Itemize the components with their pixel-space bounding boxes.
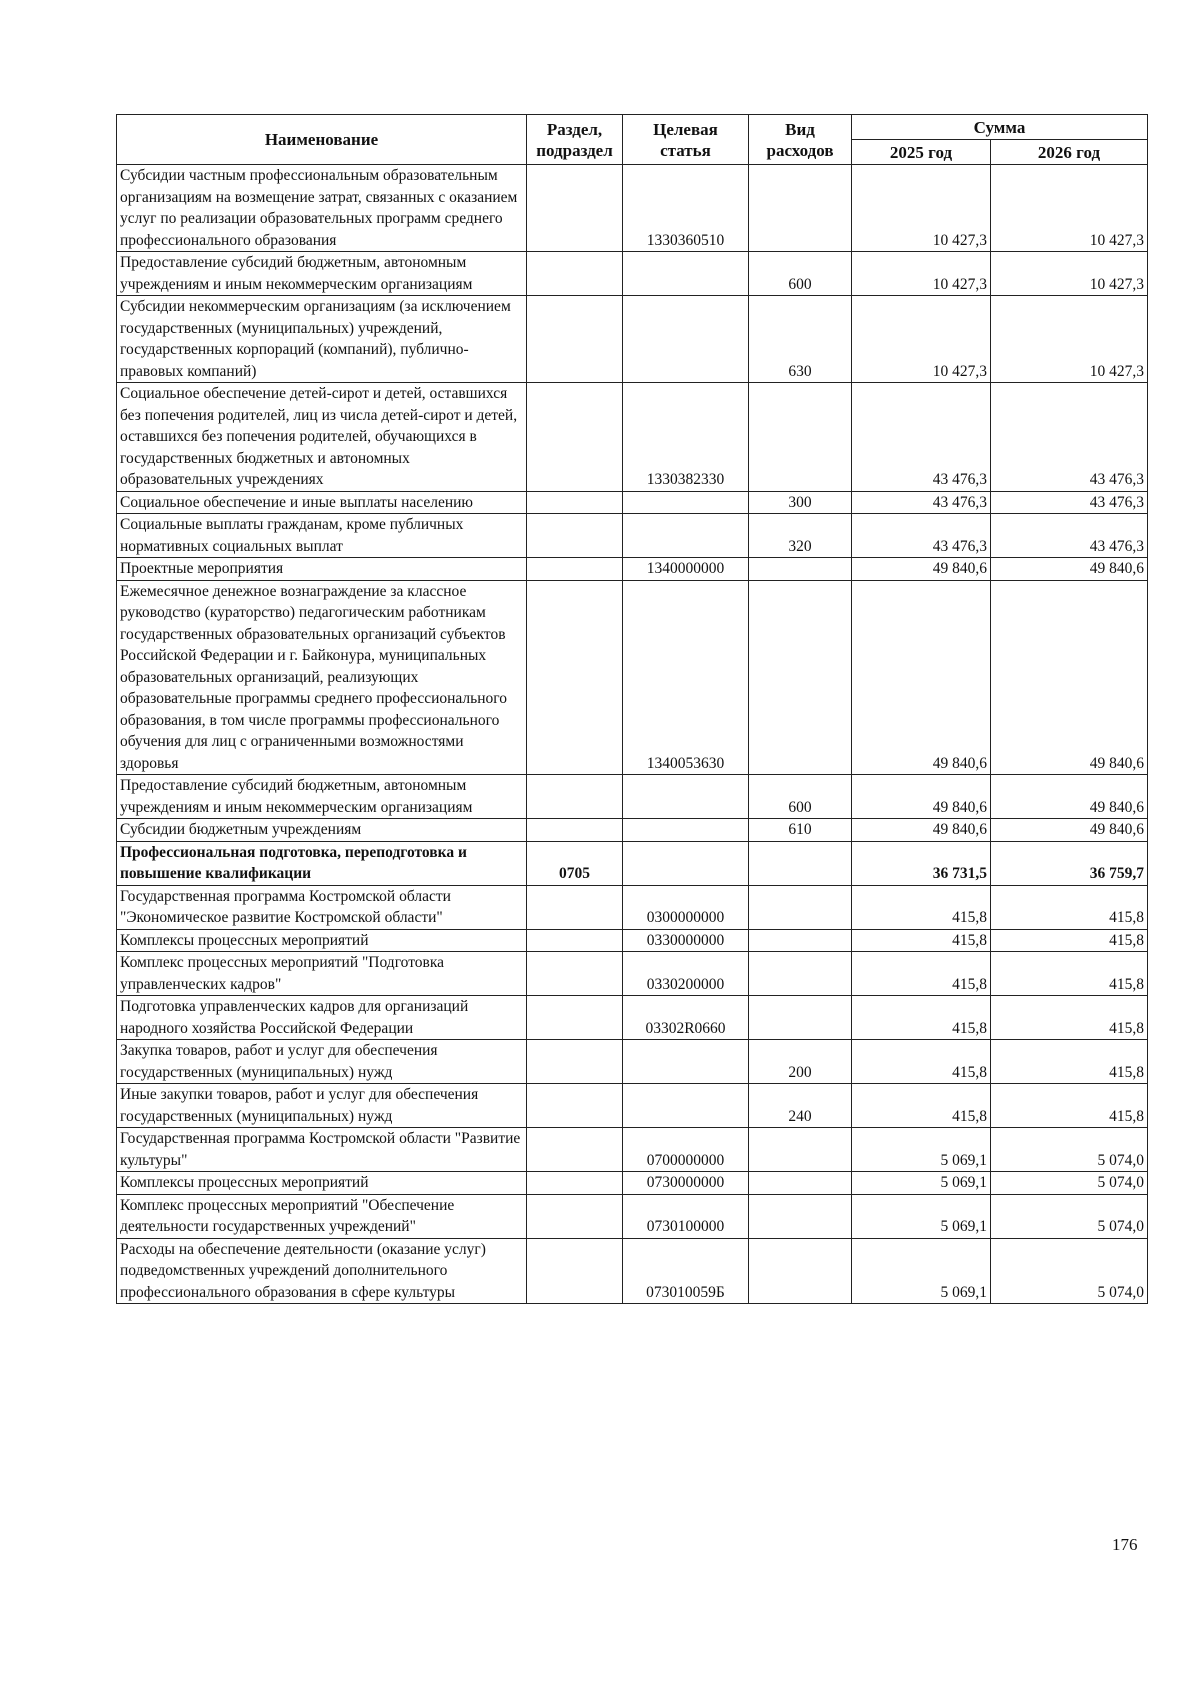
- header-year-2026: 2026 год: [991, 140, 1148, 165]
- row-amount-2025: 43 476,3: [852, 383, 991, 492]
- row-section: [527, 1040, 623, 1084]
- row-amount-2026: 10 427,3: [991, 296, 1148, 383]
- table-row: [117, 558, 1148, 581]
- row-name: Комплекс процессных мероприятий "Обеспечение деятельности государственных учреждений": [117, 1194, 527, 1238]
- table-row: [117, 1194, 1148, 1238]
- table-row: [117, 841, 1148, 885]
- row-target: 1340000000: [623, 558, 749, 581]
- row-name: Комплексы процессных мероприятий: [117, 1172, 527, 1195]
- row-section: [527, 1128, 623, 1172]
- row-amount-2026: 43 476,3: [991, 383, 1148, 492]
- row-amount-2026: 415,8: [991, 1040, 1148, 1084]
- row-section: [527, 952, 623, 996]
- row-amount-2025: 36 731,5: [852, 841, 991, 885]
- row-section: [527, 514, 623, 558]
- row-amount-2025: 10 427,3: [852, 296, 991, 383]
- row-type: 240: [749, 1084, 852, 1128]
- row-type: [749, 383, 852, 492]
- row-section: 0705: [527, 841, 623, 885]
- row-section: [527, 1172, 623, 1195]
- row-section: [527, 929, 623, 952]
- row-amount-2025: 415,8: [852, 996, 991, 1040]
- row-name: Комплекс процессных мероприятий "Подготовка управленческих кадров": [117, 952, 527, 996]
- row-type: [749, 165, 852, 252]
- row-amount-2025: 49 840,6: [852, 819, 991, 842]
- row-target: 03302R0660: [623, 996, 749, 1040]
- row-amount-2025: 43 476,3: [852, 491, 991, 514]
- row-target: 1330382330: [623, 383, 749, 492]
- row-section: [527, 383, 623, 492]
- row-section: [527, 558, 623, 581]
- row-amount-2025: 5 069,1: [852, 1194, 991, 1238]
- table-row: [117, 252, 1148, 296]
- header-year-2025: 2025 год: [852, 140, 991, 165]
- row-target: [623, 1084, 749, 1128]
- row-type: 320: [749, 514, 852, 558]
- row-name: Профессиональная подготовка, переподготовка и повышение квалификации: [117, 841, 527, 885]
- row-section: [527, 252, 623, 296]
- table-row: [117, 491, 1148, 514]
- header-name: Наименование: [117, 115, 527, 165]
- row-name: Комплексы процессных мероприятий: [117, 929, 527, 952]
- row-amount-2026: 415,8: [991, 952, 1148, 996]
- row-type: [749, 1194, 852, 1238]
- table-row: [117, 1238, 1148, 1304]
- row-amount-2025: 5 069,1: [852, 1128, 991, 1172]
- table-row: [117, 952, 1148, 996]
- row-target: 0330000000: [623, 929, 749, 952]
- row-target: 0300000000: [623, 885, 749, 929]
- row-target: [623, 296, 749, 383]
- table-row: [117, 996, 1148, 1040]
- table-row: [117, 514, 1148, 558]
- row-section: [527, 296, 623, 383]
- row-amount-2025: 49 840,6: [852, 558, 991, 581]
- row-amount-2026: 5 074,0: [991, 1128, 1148, 1172]
- row-section: [527, 775, 623, 819]
- row-target: 073010059Б: [623, 1238, 749, 1304]
- row-target: [623, 775, 749, 819]
- row-amount-2026: 10 427,3: [991, 165, 1148, 252]
- row-type: 600: [749, 775, 852, 819]
- row-type: [749, 1128, 852, 1172]
- table-row: [117, 1040, 1148, 1084]
- row-name: Подготовка управленческих кадров для организаций народного хозяйства Российской Федерации: [117, 996, 527, 1040]
- row-section: [527, 1238, 623, 1304]
- row-name: Предоставление субсидий бюджетным, автономным учреждениям и иным некоммерческим организациям: [117, 252, 527, 296]
- row-name: Государственная программа Костромской области "Экономическое развитие Костромской области": [117, 885, 527, 929]
- row-type: [749, 1238, 852, 1304]
- row-name: Субсидии бюджетным учреждениям: [117, 819, 527, 842]
- row-amount-2026: 5 074,0: [991, 1238, 1148, 1304]
- row-type: 630: [749, 296, 852, 383]
- row-section: [527, 165, 623, 252]
- row-section: [527, 885, 623, 929]
- row-target: 0330200000: [623, 952, 749, 996]
- row-amount-2025: 415,8: [852, 929, 991, 952]
- header-target: Целевая статья: [623, 115, 749, 165]
- row-target: [623, 841, 749, 885]
- table-row: [117, 296, 1148, 383]
- row-amount-2026: 5 074,0: [991, 1194, 1148, 1238]
- row-type: 600: [749, 252, 852, 296]
- table-row: [117, 383, 1148, 492]
- row-type: 610: [749, 819, 852, 842]
- row-name: Социальное обеспечение и иные выплаты населению: [117, 491, 527, 514]
- row-section: [527, 996, 623, 1040]
- row-target: [623, 252, 749, 296]
- header-sum: Сумма: [852, 115, 1148, 140]
- table-row: [117, 1128, 1148, 1172]
- row-type: [749, 929, 852, 952]
- row-section: [527, 819, 623, 842]
- row-amount-2026: 415,8: [991, 1084, 1148, 1128]
- row-name: Иные закупки товаров, работ и услуг для обеспечения государственных (муниципальных) нужд: [117, 1084, 527, 1128]
- header-type: Вид расходов: [749, 115, 852, 165]
- row-target: [623, 491, 749, 514]
- row-amount-2026: 415,8: [991, 929, 1148, 952]
- row-amount-2026: 49 840,6: [991, 775, 1148, 819]
- row-amount-2025: 10 427,3: [852, 165, 991, 252]
- table-header: [117, 115, 1148, 165]
- row-amount-2025: 415,8: [852, 1040, 991, 1084]
- row-target: [623, 819, 749, 842]
- row-amount-2025: 5 069,1: [852, 1172, 991, 1195]
- row-section: [527, 580, 623, 775]
- row-amount-2025: 415,8: [852, 885, 991, 929]
- row-amount-2026: 415,8: [991, 885, 1148, 929]
- row-amount-2026: 49 840,6: [991, 558, 1148, 581]
- row-type: [749, 580, 852, 775]
- row-name: Закупка товаров, работ и услуг для обеспечения государственных (муниципальных) нужд: [117, 1040, 527, 1084]
- row-amount-2025: 43 476,3: [852, 514, 991, 558]
- header-section: Раздел, подраздел: [527, 115, 623, 165]
- row-amount-2025: 10 427,3: [852, 252, 991, 296]
- row-name: Ежемесячное денежное вознаграждение за классное руководство (кураторство) педагогическим работникам государственных образовательных организаций субъектов Российской Федерации и г. Байконура, муниципальных образовательных организаций, реализующих образовательные программы среднего профессионального образования, в том числе программы профессионального обучения для лиц с ограниченными возможностями здоровья: [117, 580, 527, 775]
- row-target: 1330360510: [623, 165, 749, 252]
- budget-table: [116, 114, 1148, 1304]
- row-section: [527, 491, 623, 514]
- row-target: 0730000000: [623, 1172, 749, 1195]
- row-target: 0700000000: [623, 1128, 749, 1172]
- table-row: [117, 1084, 1148, 1128]
- row-amount-2026: 49 840,6: [991, 580, 1148, 775]
- row-type: [749, 996, 852, 1040]
- row-amount-2025: 49 840,6: [852, 775, 991, 819]
- table-row: [117, 580, 1148, 775]
- row-name: Субсидии некоммерческим организациям (за исключением государственных (муниципальных) учреждений, государственных корпораций (компаний), публично-правовых компаний): [117, 296, 527, 383]
- row-amount-2026: 10 427,3: [991, 252, 1148, 296]
- row-name: Государственная программа Костромской области "Развитие культуры": [117, 1128, 527, 1172]
- row-target: 0730100000: [623, 1194, 749, 1238]
- row-target: [623, 514, 749, 558]
- row-amount-2025: 5 069,1: [852, 1238, 991, 1304]
- row-amount-2026: 49 840,6: [991, 819, 1148, 842]
- row-type: [749, 841, 852, 885]
- row-target: 1340053630: [623, 580, 749, 775]
- row-type: 300: [749, 491, 852, 514]
- table-body: [117, 165, 1148, 1304]
- table-row: [117, 165, 1148, 252]
- table-row: [117, 819, 1148, 842]
- row-target: [623, 1040, 749, 1084]
- row-name: Расходы на обеспечение деятельности (оказание услуг) подведомственных учреждений дополнительного профессионального образования в сфере культуры: [117, 1238, 527, 1304]
- page-number: 176: [1112, 1535, 1138, 1554]
- table-row: [117, 1172, 1148, 1195]
- row-amount-2026: 5 074,0: [991, 1172, 1148, 1195]
- row-amount-2025: 49 840,6: [852, 580, 991, 775]
- row-type: [749, 885, 852, 929]
- row-section: [527, 1194, 623, 1238]
- row-name: Проектные мероприятия: [117, 558, 527, 581]
- row-amount-2025: 415,8: [852, 952, 991, 996]
- row-name: Субсидии частным профессиональным образовательным организациям на возмещение затрат, связанных с оказанием услуг по реализации образовательных программ среднего профессионального образования: [117, 165, 527, 252]
- row-amount-2025: 415,8: [852, 1084, 991, 1128]
- row-type: 200: [749, 1040, 852, 1084]
- row-amount-2026: 36 759,7: [991, 841, 1148, 885]
- row-name: Предоставление субсидий бюджетным, автономным учреждениям и иным некоммерческим организациям: [117, 775, 527, 819]
- table-row: [117, 885, 1148, 929]
- row-amount-2026: 43 476,3: [991, 491, 1148, 514]
- row-amount-2026: 415,8: [991, 996, 1148, 1040]
- table-row: [117, 929, 1148, 952]
- row-type: [749, 1172, 852, 1195]
- row-type: [749, 952, 852, 996]
- row-amount-2026: 43 476,3: [991, 514, 1148, 558]
- row-section: [527, 1084, 623, 1128]
- row-name: Социальные выплаты гражданам, кроме публичных нормативных социальных выплат: [117, 514, 527, 558]
- row-type: [749, 558, 852, 581]
- table-row: [117, 775, 1148, 819]
- row-name: Социальное обеспечение детей-сирот и детей, оставшихся без попечения родителей, лиц из числа детей-сирот и детей, оставшихся без попечения родителей, обучающихся в государственных бюджетных и автономных образовательных учреждениях: [117, 383, 527, 492]
